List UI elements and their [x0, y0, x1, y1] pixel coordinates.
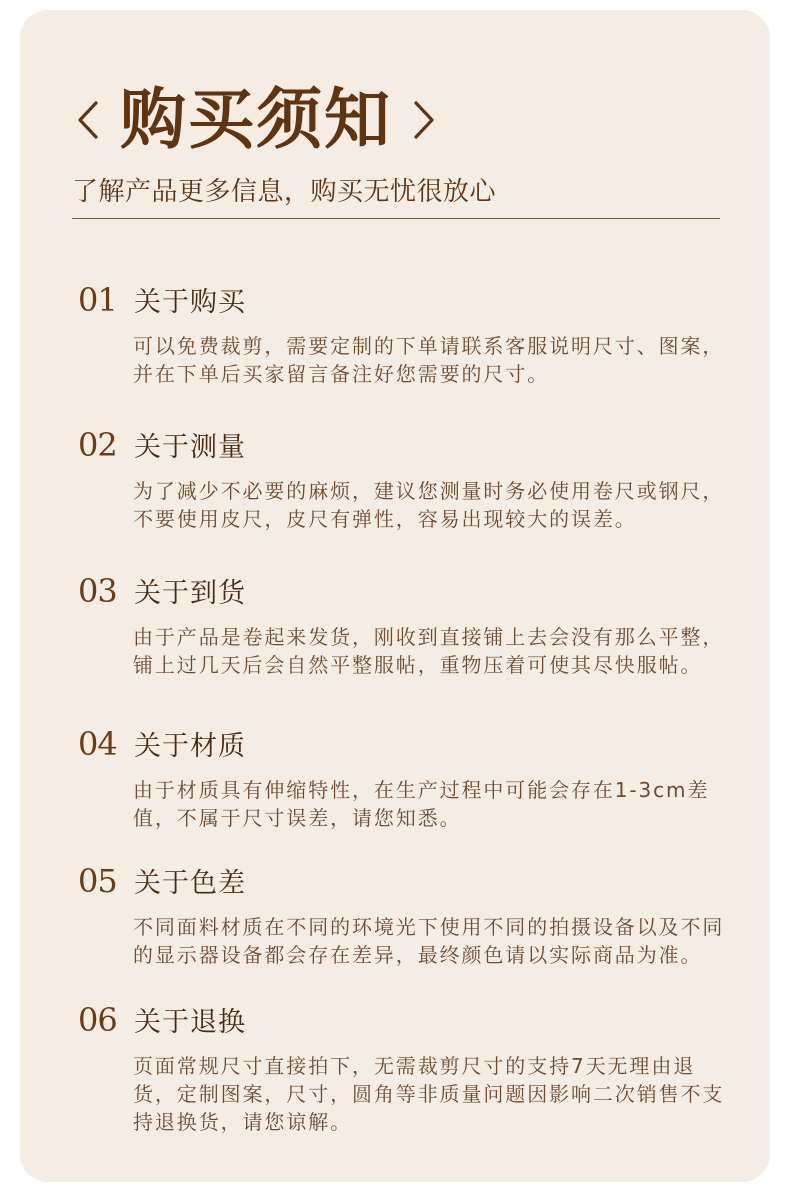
section-body: 由于产品是卷起来发货，刚收到直接铺上去会没有那么平整，铺上过几天后会自然平整服帖，重物压着可使其尽快服帖。	[133, 625, 725, 677]
page-title: 购买须知	[120, 81, 392, 158]
notice-card	[20, 10, 770, 1182]
section-heading	[78, 1000, 738, 1044]
chevron-left-icon	[72, 100, 106, 140]
section-body: 页面常规尺寸直接拍下，无需裁剪尺寸的支持7天无理由退货，定制图案，尺寸，圆角等非质量问题因影响二次销售不支持退换货，请您谅解。	[133, 1054, 725, 1134]
divider	[72, 218, 720, 219]
section-purchase	[78, 280, 738, 388]
section-title: 关于色差	[134, 868, 246, 899]
chevron-right-icon	[406, 100, 440, 140]
section-title: 关于到货	[134, 578, 246, 609]
section-heading	[78, 280, 738, 324]
section-number: 05	[78, 862, 117, 900]
section-body: 由于材质具有伸缩特性，在生产过程中可能会存在1-3cm差值，不属于尺寸误差，请您知悉。	[133, 778, 710, 830]
section-heading	[78, 425, 738, 469]
section-number: 03	[78, 572, 117, 610]
section-color-difference	[78, 861, 738, 969]
section-number: 04	[78, 725, 117, 763]
section-arrival	[78, 571, 738, 679]
section-heading	[78, 571, 738, 615]
section-title: 关于材质	[134, 731, 246, 762]
section-heading	[78, 861, 738, 905]
section-number: 06	[78, 1001, 117, 1039]
section-body: 不同面料材质在不同的环境光下使用不同的拍摄设备以及不同的显示器设备都会存在差异，最终颜色请以实际商品为准。	[133, 915, 725, 967]
section-body: 可以免费裁剪，需要定制的下单请联系客服说明尺寸、图案，并在下单后买家留言备注好您需要的尺寸。	[133, 334, 725, 386]
section-body: 为了减少不必要的麻烦，建议您测量时务必使用卷尺或钢尺，不要使用皮尺，皮尺有弹性，容易出现较大的误差。	[133, 479, 725, 531]
section-returns	[78, 1000, 738, 1136]
section-title: 关于测量	[134, 432, 246, 463]
page-header	[72, 80, 440, 160]
section-measurement	[78, 425, 738, 533]
page-subtitle: 了解产品更多信息，购买无忧很放心	[72, 177, 497, 207]
section-title: 关于退换	[134, 1007, 246, 1038]
section-number: 01	[78, 281, 117, 319]
section-title: 关于购买	[134, 287, 246, 318]
section-heading	[78, 724, 738, 768]
section-number: 02	[78, 426, 117, 464]
section-material	[78, 724, 738, 832]
